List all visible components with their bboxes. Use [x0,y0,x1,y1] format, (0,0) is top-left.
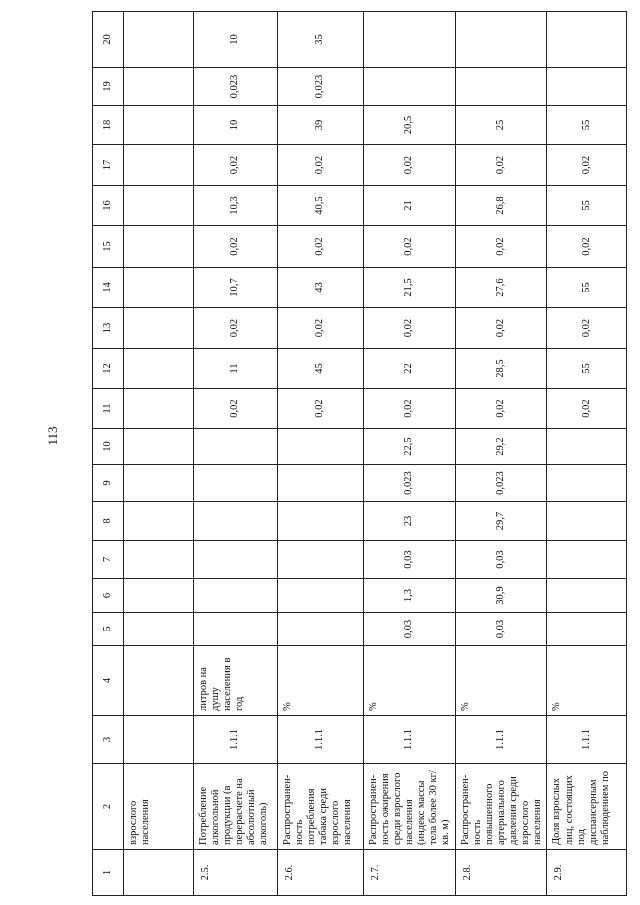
value-cell: 0,02 [456,226,547,268]
value-cell [124,186,194,226]
value-cell: 0,03 [456,613,547,646]
unit-cell: % [456,646,547,716]
table-row [456,12,547,896]
value-cell [547,12,627,68]
value-cell [456,12,547,68]
value-cell [547,502,627,541]
value-cell [124,429,194,465]
value-cell: 0,02 [364,308,456,349]
value-cell [278,502,364,541]
value-cell [124,268,194,308]
value-cell: 55 [547,349,627,389]
value-cell [278,465,364,502]
unit-cell: литров на душу населения в год [194,646,278,716]
value-cell [194,579,278,613]
value-cell [124,541,194,579]
value-cell: 43 [278,268,364,308]
value-cell [124,716,194,764]
value-cell: 0,03 [456,541,547,579]
value-cell: 1.1.1 [194,716,278,764]
value-cell [547,68,627,106]
value-cell [124,465,194,502]
value-cell [364,68,456,106]
row-number-cell: 2.9. [547,850,627,896]
value-cell: 0,02 [194,226,278,268]
row-number-cell [124,850,194,896]
value-cell: 25 [456,106,547,145]
value-cell: 0,023 [364,465,456,502]
value-cell: 1.1.1 [278,716,364,764]
value-cell: 0,02 [456,145,547,186]
value-cell [547,429,627,465]
unit-cell [124,646,194,716]
column-number: 9 [93,465,124,502]
value-cell: 45 [278,349,364,389]
value-cell: 22,5 [364,429,456,465]
value-cell: 26,8 [456,186,547,226]
value-cell: 0,02 [194,308,278,349]
column-number: 10 [93,429,124,465]
value-cell [124,145,194,186]
column-number: 14 [93,268,124,308]
column-number: 12 [93,349,124,389]
value-cell: 0,02 [456,389,547,429]
value-cell: 22 [364,349,456,389]
value-cell [124,68,194,106]
unit-cell: % [547,646,627,716]
value-cell [278,613,364,646]
value-cell [278,429,364,465]
value-cell: 0,02 [364,145,456,186]
value-cell: 1.1.1 [456,716,547,764]
value-cell: 0,02 [364,226,456,268]
unit-cell: % [278,646,364,716]
value-cell [194,613,278,646]
value-cell: 10,3 [194,186,278,226]
value-cell: 1.1.1 [547,716,627,764]
column-number: 2 [93,764,124,850]
row-number-cell: 2.7. [364,850,456,896]
value-cell: 0,02 [278,145,364,186]
value-cell: 21,5 [364,268,456,308]
value-cell: 0,02 [194,389,278,429]
table-row [547,12,627,896]
value-cell: 0,023 [194,68,278,106]
value-cell [124,613,194,646]
value-cell: 23 [364,502,456,541]
indicator-name-cell: взрослого населения [124,764,194,850]
value-cell [124,389,194,429]
value-cell [124,308,194,349]
value-cell: 0,02 [547,308,627,349]
value-cell: 0,02 [547,145,627,186]
indicator-name-cell: Потребление алкогольной продукции (в перерасчете на абсолютный алкоголь) [194,764,278,850]
column-number: 20 [93,12,124,68]
table-container [92,12,611,896]
value-cell [124,579,194,613]
value-cell: 1.1.1 [364,716,456,764]
indicator-name-cell: Доля взрослых лиц, состоящих под диспансерным наблюдением по [547,764,627,850]
value-cell: 0,02 [278,226,364,268]
value-cell: 29,7 [456,502,547,541]
value-cell: 0,03 [364,541,456,579]
value-cell [124,226,194,268]
row-number-cell: 2.8. [456,850,547,896]
value-cell: 35 [278,12,364,68]
value-cell: 39 [278,106,364,145]
column-number: 4 [93,646,124,716]
header-row [93,12,124,896]
value-cell [124,106,194,145]
indicator-table [92,11,627,896]
column-number: 3 [93,716,124,764]
value-cell: 27,6 [456,268,547,308]
indicator-name-cell: Распространен-ность повышенного артериального давления среди взрослого населения [456,764,547,850]
value-cell [124,502,194,541]
row-number-cell: 2.6. [278,850,364,896]
value-cell: 0,03 [364,613,456,646]
column-number: 18 [93,106,124,145]
value-cell [456,68,547,106]
value-cell: 10 [194,106,278,145]
value-cell: 21 [364,186,456,226]
value-cell: 28,5 [456,349,547,389]
unit-cell: % [364,646,456,716]
value-cell: 0,02 [547,389,627,429]
column-number: 5 [93,613,124,646]
value-cell [194,465,278,502]
value-cell [124,349,194,389]
value-cell [547,465,627,502]
indicator-name-cell: Распространен-ность потребления табака среди взрослого населения [278,764,364,850]
value-cell: 30,9 [456,579,547,613]
column-number: 1 [93,850,124,896]
value-cell: 40,5 [278,186,364,226]
column-number: 19 [93,68,124,106]
rotated-table-frame [92,12,611,896]
table-row [278,12,364,896]
value-cell: 55 [547,106,627,145]
value-cell: 10,7 [194,268,278,308]
value-cell [547,579,627,613]
table-row [124,12,194,896]
value-cell [364,12,456,68]
value-cell [547,541,627,579]
value-cell: 11 [194,349,278,389]
value-cell [278,579,364,613]
table-row [364,12,456,896]
value-cell [124,12,194,68]
value-cell [278,541,364,579]
value-cell: 55 [547,186,627,226]
value-cell: 0,02 [278,308,364,349]
value-cell [194,502,278,541]
value-cell: 20,5 [364,106,456,145]
value-cell: 0,02 [278,389,364,429]
column-number: 7 [93,541,124,579]
value-cell: 1,3 [364,579,456,613]
value-cell [194,429,278,465]
table-row [194,12,278,896]
value-cell: 0,023 [278,68,364,106]
column-number: 15 [93,226,124,268]
value-cell: 0,02 [364,389,456,429]
value-cell: 29,2 [456,429,547,465]
column-number: 13 [93,308,124,349]
value-cell [547,613,627,646]
column-number: 6 [93,579,124,613]
value-cell: 10 [194,12,278,68]
indicator-name-cell: Распространен-ность ожирения среди взрослого населения (индекс массы тела более 30 кг/кв. м) [364,764,456,850]
value-cell: 0,02 [547,226,627,268]
row-number-cell: 2.5. [194,850,278,896]
value-cell: 0,02 [456,308,547,349]
page-number: 113 [45,426,60,446]
column-number: 11 [93,389,124,429]
value-cell: 0,02 [194,145,278,186]
value-cell: 0,023 [456,465,547,502]
column-number: 8 [93,502,124,541]
value-cell: 55 [547,268,627,308]
column-number: 17 [93,145,124,186]
column-number: 16 [93,186,124,226]
value-cell [194,541,278,579]
